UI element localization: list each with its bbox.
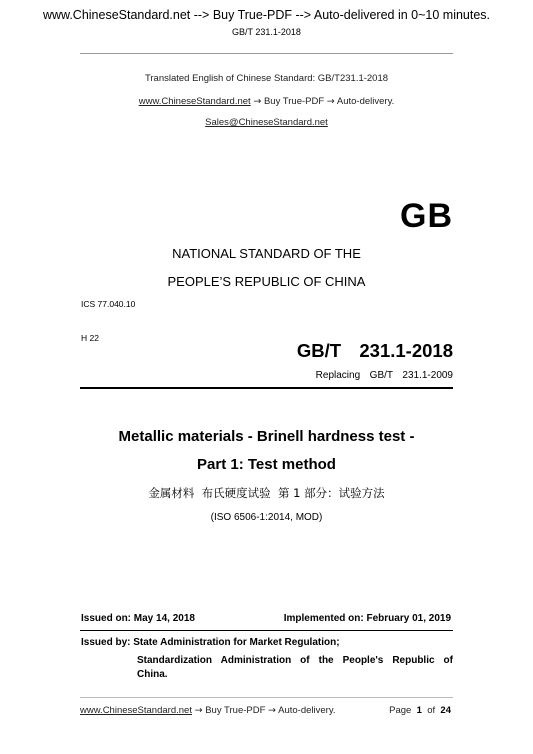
page-label: Page [389,705,412,716]
gb-mark: GB [400,197,453,235]
intro-link-line [0,96,533,107]
right-arrow-icon: → [194,705,203,716]
top-banner: www.ChineseStandard.net --> Buy True-PDF --> Auto-delivered in 0~10 minutes. [42,8,491,22]
national-standard-line1: NATIONAL STANDARD OF THE [172,246,361,261]
footer-auto-delivery-text: Auto-delivery. [278,705,336,716]
title-chinese: 金属材料 布氏硬度试验 第 1 部分：试验方法 [148,486,385,500]
replacing-note: Replacing GB/T 231.1-2009 [315,370,453,381]
issued-on: Issued on: May 14, 2018 [81,613,195,624]
standard-number: GB/T 231.1-2018 [296,340,453,361]
email-line [0,117,533,128]
page-total: 24 [440,705,451,716]
right-arrow-icon: → [268,705,277,716]
issuer-line3: China. [137,669,168,680]
issuer-line2: Standardization Administration of the People's Republic of [137,655,453,666]
footer-site-link[interactable]: www.ChineseStandard.net [80,705,192,716]
footer-divider [80,697,453,698]
buy-true-pdf-text: Buy True-PDF [263,96,325,107]
h-code: H 22 [81,333,99,343]
footer-buy-text: Buy True-PDF [205,705,266,716]
right-arrow-icon: → [253,96,262,107]
title-line2: Part 1: Test method [197,456,336,473]
ics-code: ICS 77.040.10 [81,299,136,309]
header-divider [80,53,453,54]
translation-note: Translated English of Chinese Standard: GB/T231.1-2018 [144,73,389,84]
footer-link-line [80,705,336,716]
page-indicator [389,705,451,716]
iso-reference: (ISO 6506-1:2014, MOD) [210,512,323,523]
implemented-on: Implemented on: February 01, 2019 [283,613,451,624]
title-divider [80,387,453,389]
auto-delivery-text: Auto-delivery. [336,96,395,107]
right-arrow-icon: → [326,96,335,107]
email-link[interactable]: Sales@ChineseStandard.net [205,117,328,128]
dates-divider [80,630,453,631]
issued-by: Issued by: State Administration for Market Regulation; [81,637,340,648]
header-doc-code: GB/T 231.1-2018 [232,27,301,37]
page-current: 1 [416,705,422,716]
page-of: of [427,705,436,716]
national-standard-line2: PEOPLE’S REPUBLIC OF CHINA [167,274,366,289]
site-link[interactable]: www.ChineseStandard.net [138,96,251,107]
title-line1: Metallic materials - Brinell hardness test - [118,428,415,445]
